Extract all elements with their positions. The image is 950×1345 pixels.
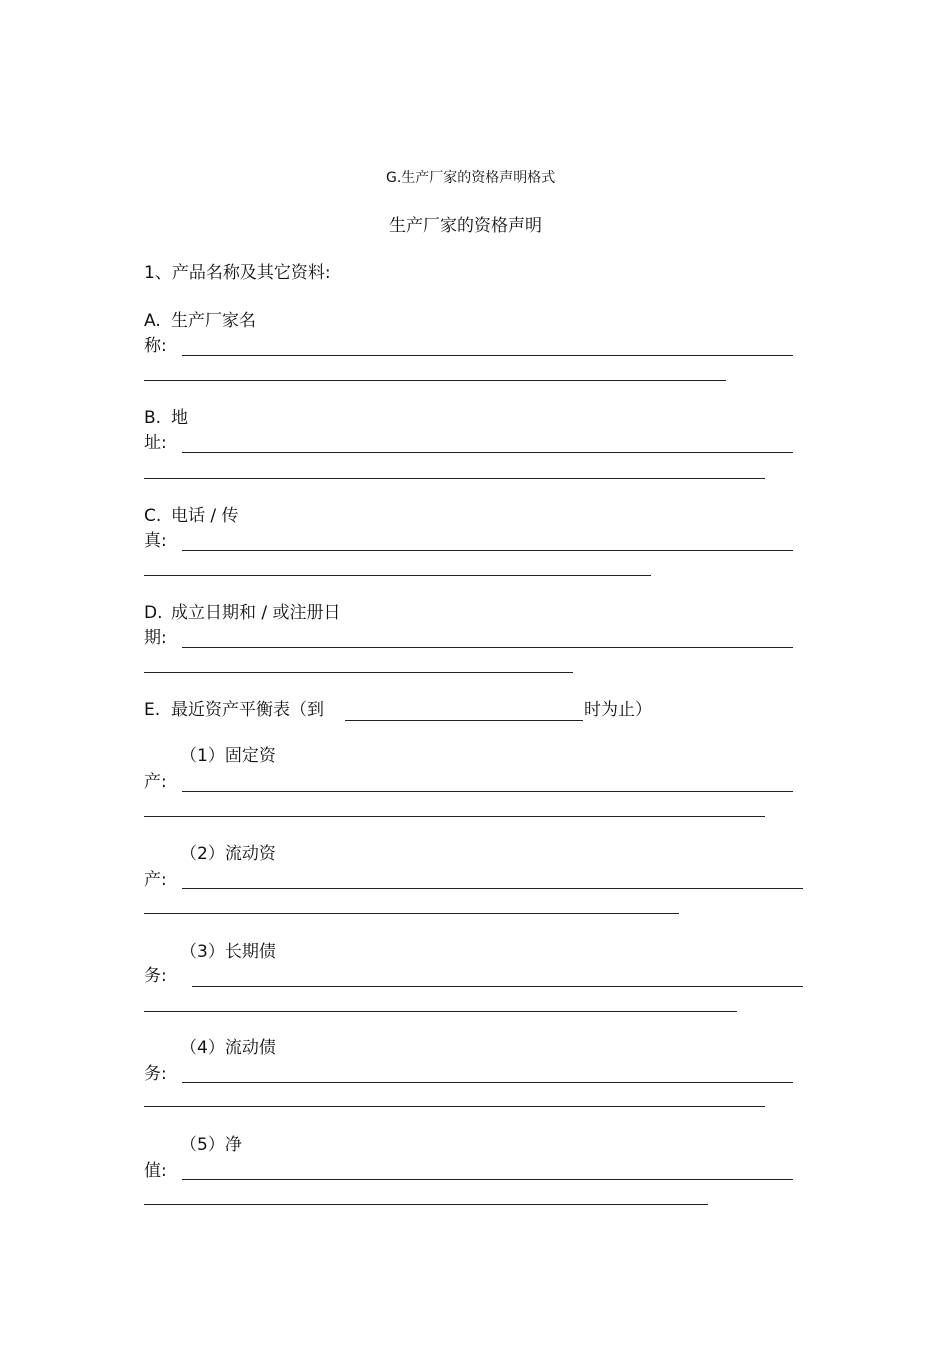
sub-item-5-text: （5）净 [180, 1135, 242, 1155]
item-b-blank-line-1[interactable] [182, 452, 793, 453]
item-b-text-cont: 址: [144, 433, 167, 453]
sub-item-3-text-cont: 务: [144, 966, 167, 986]
item-e-text: 最近资产平衡表（到 [171, 700, 324, 720]
sub-item-2-text: （2）流动资 [180, 844, 276, 864]
item-a-label: A. [144, 311, 161, 331]
sub-item-5-blank-line-2[interactable] [144, 1204, 708, 1205]
sub-item-4-blank-line-2[interactable] [144, 1106, 765, 1107]
item-e-date-blank[interactable] [345, 720, 583, 721]
sub-item-1-text-cont: 产: [144, 772, 167, 792]
item-d-blank-line-2[interactable] [144, 672, 573, 673]
sub-item-1-text: （1）固定资 [180, 746, 276, 766]
item-c-text-cont: 真: [144, 531, 167, 551]
item-d-text-cont: 期: [144, 628, 167, 648]
item-a-blank-line-1[interactable] [182, 355, 793, 356]
document-title: 生产厂家的资格声明 [389, 216, 542, 236]
item-c-text: 电话 / 传 [171, 506, 239, 526]
sub-item-4-blank-line-1[interactable] [182, 1082, 793, 1083]
item-a-text: 生产厂家名 [171, 311, 256, 331]
sub-item-4-text: （4）流动债 [180, 1038, 276, 1058]
item-c-blank-line-2[interactable] [144, 575, 651, 576]
sub-item-5-blank-line-1[interactable] [182, 1179, 793, 1180]
item-a-text-cont: 称: [144, 336, 167, 356]
item-a-blank-line-2[interactable] [144, 380, 726, 381]
item-d-blank-line-1[interactable] [182, 647, 793, 648]
sub-item-3-blank-line-2[interactable] [144, 1011, 737, 1012]
section-1-heading: 1、产品名称及其它资料: [144, 263, 331, 283]
item-c-blank-line-1[interactable] [182, 550, 793, 551]
item-d-label: D. [144, 603, 163, 623]
sub-item-2-blank-line-1[interactable] [182, 888, 803, 889]
item-e-text-end: 时为止） [584, 700, 652, 720]
item-e-label: E. [144, 700, 161, 720]
sub-item-2-text-cont: 产: [144, 870, 167, 890]
sub-item-2-blank-line-2[interactable] [144, 913, 679, 914]
sub-item-1-blank-line-1[interactable] [182, 791, 793, 792]
sub-item-3-blank-line-1[interactable] [192, 986, 803, 987]
item-d-text: 成立日期和 / 或注册日 [171, 603, 341, 623]
sub-item-1-blank-line-2[interactable] [144, 816, 765, 817]
sub-item-3-text: （3）长期债 [180, 942, 276, 962]
item-b-blank-line-2[interactable] [144, 478, 765, 479]
sub-item-4-text-cont: 务: [144, 1064, 167, 1084]
item-b-text: 地 [171, 408, 188, 428]
document-heading: G.生产厂家的资格声明格式 [386, 170, 556, 186]
item-c-label: C. [144, 506, 162, 526]
sub-item-5-text-cont: 值: [144, 1161, 167, 1181]
item-b-label: B. [144, 408, 162, 428]
